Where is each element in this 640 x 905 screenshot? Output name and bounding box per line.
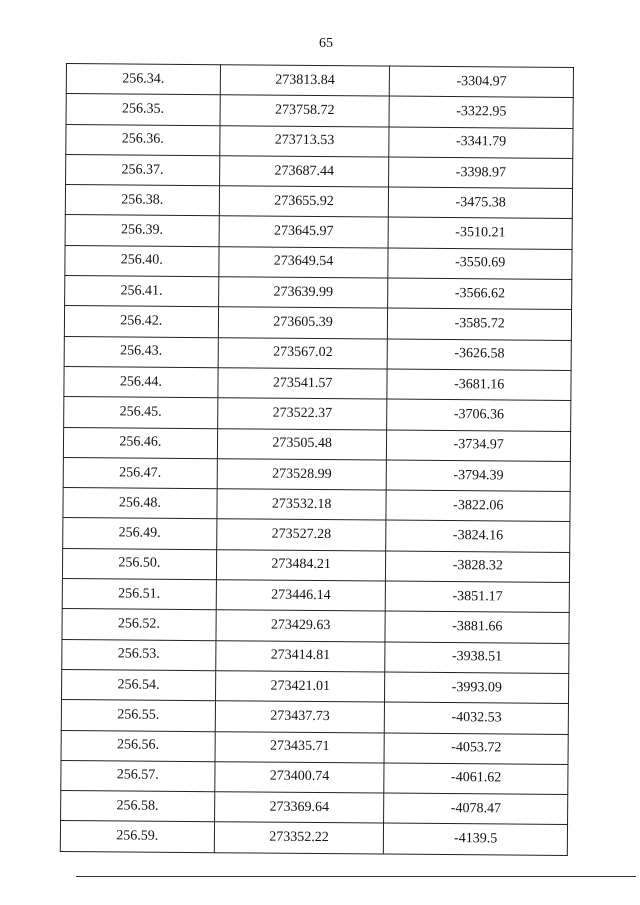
y-coordinate-cell: -3706.36 — [387, 399, 571, 431]
coordinates-table-body — [60, 64, 573, 856]
y-coordinate-cell: -4053.72 — [384, 733, 568, 765]
table-row — [61, 791, 568, 825]
y-coordinate-cell: -3881.66 — [385, 611, 569, 643]
table-row — [63, 427, 570, 461]
y-coordinate-cell: -3626.58 — [388, 339, 572, 371]
y-coordinate-cell: -3794.39 — [387, 460, 571, 492]
point-number-cell: 256.51. — [62, 579, 216, 611]
x-coordinate-cell: 273528.99 — [217, 459, 387, 491]
table-row — [66, 154, 573, 188]
table-row — [63, 518, 570, 552]
y-coordinate-cell: -3734.97 — [387, 430, 571, 462]
point-number-cell: 256.34. — [66, 64, 220, 96]
x-coordinate-cell: 273655.92 — [219, 186, 389, 218]
x-coordinate-cell: 273484.21 — [216, 549, 386, 581]
y-coordinate-cell: -3341.79 — [389, 127, 573, 159]
page-number: 65 — [319, 36, 333, 51]
x-coordinate-cell: 273522.37 — [217, 398, 387, 430]
y-coordinate-cell: -3322.95 — [389, 96, 573, 128]
x-coordinate-cell: 273437.73 — [215, 701, 385, 733]
x-coordinate-cell: 273400.74 — [215, 762, 385, 794]
table-row — [62, 609, 569, 643]
point-number-cell: 256.41. — [65, 276, 219, 308]
x-coordinate-cell: 273541.57 — [218, 368, 388, 400]
point-number-cell: 256.38. — [65, 185, 219, 217]
table-row — [66, 124, 573, 158]
table-row — [62, 579, 569, 613]
point-number-cell: 256.42. — [64, 306, 218, 338]
y-coordinate-cell: -4032.53 — [385, 702, 569, 734]
coordinates-table — [60, 63, 574, 856]
x-coordinate-cell: 273649.54 — [219, 246, 389, 278]
point-number-cell: 256.44. — [64, 366, 218, 398]
point-number-cell: 256.57. — [61, 760, 215, 792]
y-coordinate-cell: -3398.97 — [389, 157, 573, 189]
point-number-cell: 256.58. — [61, 791, 215, 823]
y-coordinate-cell: -3822.06 — [386, 490, 570, 522]
table-row — [64, 397, 571, 431]
y-coordinate-cell: -3585.72 — [388, 308, 572, 340]
x-coordinate-cell: 273605.39 — [218, 307, 388, 339]
y-coordinate-cell: -4061.62 — [384, 763, 568, 795]
point-number-cell: 256.46. — [63, 427, 217, 459]
x-coordinate-cell: 273532.18 — [217, 489, 387, 521]
y-coordinate-cell: -3550.69 — [388, 248, 572, 280]
point-number-cell: 256.56. — [61, 730, 215, 762]
point-number-cell: 256.40. — [65, 245, 219, 277]
point-number-cell: 256.50. — [62, 548, 216, 580]
x-coordinate-cell: 273713.53 — [220, 125, 390, 157]
table-row — [65, 185, 572, 219]
y-coordinate-cell: -3475.38 — [389, 187, 573, 219]
x-coordinate-cell: 273435.71 — [215, 731, 385, 763]
point-number-cell: 256.53. — [62, 639, 216, 671]
y-coordinate-cell: -3828.32 — [386, 551, 570, 583]
y-coordinate-cell: -4078.47 — [384, 793, 568, 825]
point-number-cell: 256.55. — [61, 700, 215, 732]
table-row — [61, 669, 568, 703]
x-coordinate-cell: 273639.99 — [218, 277, 388, 309]
x-coordinate-cell: 273527.28 — [216, 519, 386, 551]
x-coordinate-cell: 273414.81 — [215, 640, 385, 672]
point-number-cell: 256.39. — [65, 215, 219, 247]
table-row — [62, 639, 569, 673]
y-coordinate-cell: -3566.62 — [388, 278, 572, 310]
y-coordinate-cell: -3824.16 — [386, 520, 570, 552]
y-coordinate-cell: -3851.17 — [386, 581, 570, 613]
table-row — [66, 94, 573, 128]
y-coordinate-cell: -3993.09 — [385, 672, 569, 704]
table-row — [64, 366, 571, 400]
table-row — [63, 457, 570, 491]
x-coordinate-cell: 273505.48 — [217, 428, 387, 460]
table-row — [66, 64, 573, 98]
point-number-cell: 256.43. — [64, 336, 218, 368]
x-coordinate-cell: 273645.97 — [219, 216, 389, 248]
point-number-cell: 256.36. — [66, 124, 220, 156]
x-coordinate-cell: 273446.14 — [216, 580, 386, 612]
point-number-cell: 256.48. — [63, 488, 217, 520]
y-coordinate-cell: -3681.16 — [387, 369, 571, 401]
table-row — [63, 488, 570, 522]
bottom-divider — [76, 876, 636, 877]
point-number-cell: 256.54. — [61, 669, 215, 701]
point-number-cell: 256.45. — [64, 397, 218, 429]
y-coordinate-cell: -4139.5 — [384, 823, 568, 855]
table-row — [64, 306, 571, 340]
x-coordinate-cell: 273758.72 — [220, 95, 390, 127]
point-number-cell: 256.47. — [63, 457, 217, 489]
table-row — [61, 760, 568, 794]
point-number-cell: 256.49. — [63, 518, 217, 550]
point-number-cell: 256.35. — [66, 94, 220, 126]
x-coordinate-cell: 273429.63 — [216, 610, 386, 642]
x-coordinate-cell: 273687.44 — [219, 156, 389, 188]
table-row — [65, 245, 572, 279]
table-row — [65, 215, 572, 249]
point-number-cell: 256.59. — [60, 821, 214, 853]
y-coordinate-cell: -3938.51 — [385, 642, 569, 674]
x-coordinate-cell: 273352.22 — [214, 822, 384, 854]
x-coordinate-cell: 273813.84 — [220, 65, 390, 97]
x-coordinate-cell: 273421.01 — [215, 671, 385, 703]
point-number-cell: 256.37. — [66, 154, 220, 186]
table-row — [65, 276, 572, 310]
table-row — [61, 700, 568, 734]
table-row — [64, 336, 571, 370]
x-coordinate-cell: 273369.64 — [214, 792, 384, 824]
table-row — [61, 730, 568, 764]
table-row — [60, 821, 567, 855]
y-coordinate-cell: -3510.21 — [389, 218, 573, 250]
y-coordinate-cell: -3304.97 — [390, 66, 574, 98]
point-number-cell: 256.52. — [62, 609, 216, 641]
table-row — [62, 548, 569, 582]
x-coordinate-cell: 273567.02 — [218, 337, 388, 369]
